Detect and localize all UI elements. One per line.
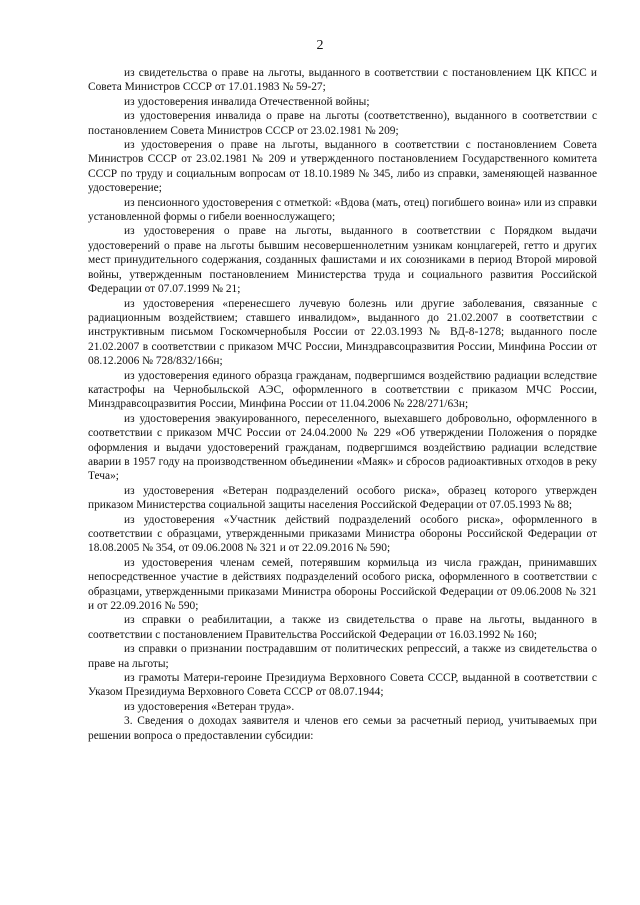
paragraph-participant-special-risk: из удостоверения «Участник действий подразделений особого риска», оформленного в соответствии с образцами, утвержденными приказами Министра обороны Российской Федерации от 18.08.2005 № 354, от 09.06.2008 № 321 и от 22.09.2016 № 590; — [88, 513, 597, 555]
paragraph-benefits-certificate-1989: из удостоверения о праве на льготы, выданного в соответствии с постановлением Совета Министров СССР от 23.02.1981 № 209 и утвержденного постановлением Государственного комитета СССР по труду и социальным вопросам от 18.10.1989 № 345, либо из справки, заменяющей названное удостоверение; — [88, 139, 597, 195]
paragraph-radiation-sickness: из удостоверения «перенесшего лучевую болезнь или другие заболевания, связанные с радиационным воздействием; ставшего инвалидом», выданного до 21.02.2007 в соответствии с инструктивным письмом Госкомчернобыля России от 22.03.1993 № ВД-8-1278; выданного после 21.02.2007 в соответствии с приказом МЧС России, Минздравсоцразвития России, Минфина России от 08.12.2006 № 728/832/166н; — [88, 297, 597, 368]
paragraph-income-section-3: 3. Сведения о доходах заявителя и членов его семьи за расчетный период, учитываемых при решении вопроса о предоставлении субсидии: — [88, 715, 597, 742]
page-number: 2 — [316, 38, 324, 53]
paragraph-chernobyl: из удостоверения единого образца гражданам, подвергшимся воздействию радиации вследствие катастрофы на Чернобыльской АЭС, оформленного в соответствии с приказом МЧС России, Минздравсоцразвития России, Минфина России от 11.04.2006 № 228/271/63н; — [88, 369, 597, 411]
paragraph-political-repression: из справки о признании пострадавшим от политических репрессий, а также из свидетельства о праве на льготы; — [88, 643, 597, 670]
paragraph-pension-certificate: из пенсионного удостоверения с отметкой: «Вдова (мать, отец) погибшего воина» или из справки установленной формы о гибели военнослужащего; — [88, 196, 597, 224]
paragraph-concentration-camp-prisoners: из удостоверения о праве на льготы, выданного в соответствии с Порядком выдачи удостоверений о праве на льготы бывшим несовершеннолетним узникам концлагерей, гетто и других мест принудительного содержания, созданных фашистами и их союзниками в период Второй мировой войны, утвержденным постановлением Министерства труда и социального развития Российской Федерации от 07.07.1999 № 21; — [88, 225, 597, 296]
paragraph-family-members-special-risk: из удостоверения членам семей, потерявшим кормильца из числа граждан, принимавших непосредственное участие в действиях подразделений особого риска, оформленного в соответствии с образцами, утвержденными приказами Министра обороны Российской Федерации от 09.06.2008 № 321 и от 22.09.2016 № 590; — [88, 556, 597, 613]
document-body — [88, 66, 597, 743]
paragraph-war-invalid: из удостоверения инвалида Отечественной войны; — [124, 95, 370, 108]
paragraph-invalid-benefits: из удостоверения инвалида о праве на льготы (соответственно), выданного в соответствии с постановлением Совета Министров СССР от 23.02.1981 № 209; — [88, 110, 597, 137]
paragraph-veteran-special-risk: из удостоверения «Ветеран подразделений особого риска», образец которого утвержден приказом Министерства социальной защиты населения Российской Федерации от 07.05.1993 № 88; — [88, 484, 597, 512]
paragraph-certificate-cpsu: из свидетельства о праве на льготы, выданного в соответствии с постановлением ЦК КПСС и Совета Министров СССР от 17.01.1983 № 59-27; — [88, 67, 597, 94]
paragraph-rehabilitation: из справки о реабилитации, а также из свидетельства о праве на льготы, выданного в соответствии с постановлением Правительства Российской Федерации от 16.03.1992 № 160; — [88, 614, 597, 641]
paragraph-mayak-evacuee: из удостоверения эвакуированного, переселенного, выехавшего добровольно, оформленного в соответствии с приказом МЧС России от 24.04.2000 № 229 «Об утверждении Положения о порядке оформления и выдачи удостоверений гражданам, подвергшимся воздействию радиации вследствие аварии в 1957 году на производственном объединении «Маяк» и сбросов радиоактивных отходов в реку Теча»; — [88, 412, 597, 483]
paragraph-labor-veteran: из удостоверения «Ветеран труда». — [124, 700, 295, 713]
paragraph-mother-heroine: из грамоты Матери-героине Президиума Верховного Совета СССР, выданной в соответствии с Указом Президиума Верховного Совета СССР от 08.07.1944; — [88, 672, 597, 699]
